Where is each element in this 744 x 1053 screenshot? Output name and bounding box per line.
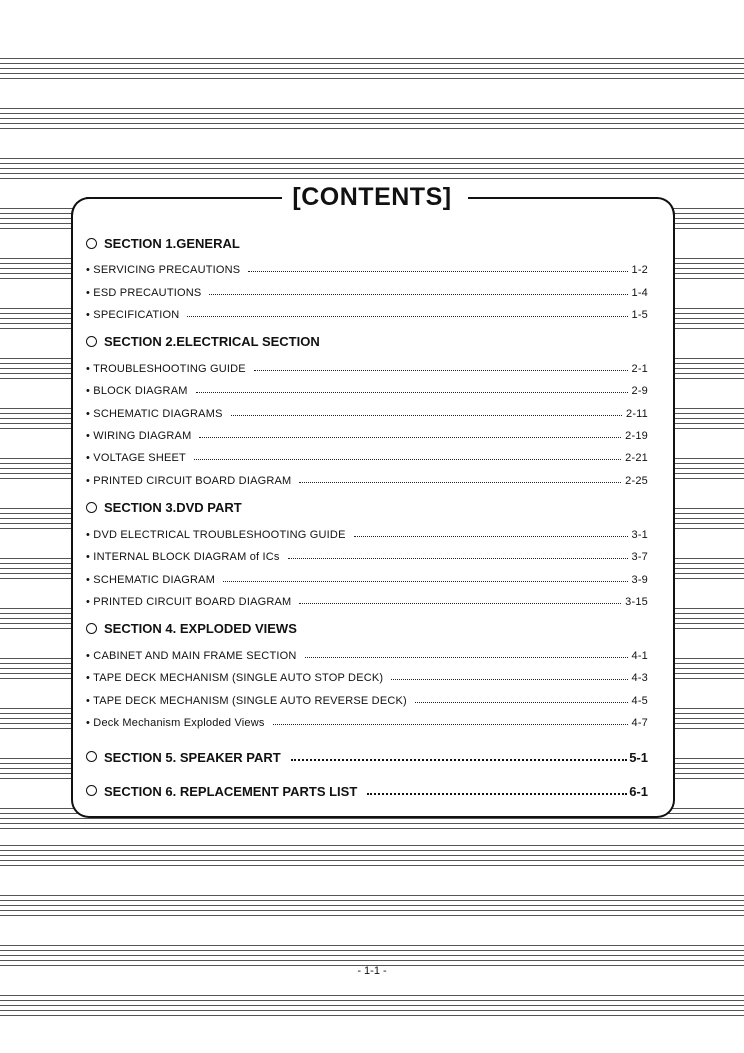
toc-section-5[interactable]: SECTION 5. SPEAKER PART 5-1 [86, 739, 648, 765]
toc [86, 232, 648, 799]
toc-section [86, 331, 648, 487]
toc-section [86, 497, 648, 608]
toc-section [86, 232, 648, 321]
toc-entry[interactable]: • WIRING DIAGRAM 2-19 [86, 430, 648, 443]
toc-section [86, 618, 648, 729]
toc-entry[interactable]: • VOLTAGE SHEET 2-21 [86, 452, 648, 465]
section-heading[interactable]: SECTION 2.ELECTRICAL SECTION [86, 331, 648, 353]
toc-entry[interactable]: • TAPE DECK MECHANISM (SINGLE AUTO STOP DECK) 4-3 [86, 672, 648, 685]
toc-entry[interactable]: • DVD ELECTRICAL TROUBLESHOOTING GUIDE 3-1 [86, 528, 648, 541]
section-heading[interactable]: SECTION 3.DVD PART [86, 497, 648, 519]
page-title: [CONTENTS] [282, 182, 461, 212]
toc-entry[interactable]: • INTERNAL BLOCK DIAGRAM of ICs 3-7 [86, 551, 648, 564]
circle-bullet-icon [86, 623, 97, 634]
toc-entry[interactable]: • ESD PRECAUTIONS 1-4 [86, 286, 648, 299]
circle-bullet-icon [86, 336, 97, 347]
section-heading[interactable]: SECTION 1.GENERAL [86, 232, 648, 254]
toc-entry[interactable]: • CABINET AND MAIN FRAME SECTION 4-1 [86, 650, 648, 663]
toc-entry[interactable]: • SCHEMATIC DIAGRAMS 2-11 [86, 407, 648, 420]
toc-entry[interactable]: • SCHEMATIC DIAGRAM 3-9 [86, 573, 648, 586]
toc-section-6[interactable]: SECTION 6. REPLACEMENT PARTS LIST 6-1 [86, 773, 648, 799]
page-title-wrap [0, 182, 744, 212]
circle-bullet-icon [86, 785, 97, 796]
toc-entry[interactable]: • TROUBLESHOOTING GUIDE 2-1 [86, 363, 648, 376]
circle-bullet-icon [86, 751, 97, 762]
circle-bullet-icon [86, 502, 97, 513]
page-number: - 1-1 - [357, 965, 387, 977]
toc-entry[interactable]: • SPECIFICATION 1-5 [86, 308, 648, 321]
toc-entry[interactable]: • SERVICING PRECAUTIONS 1-2 [86, 264, 648, 277]
toc-entry[interactable]: • Deck Mechanism Exploded Views 4-7 [86, 717, 648, 730]
circle-bullet-icon [86, 238, 97, 249]
toc-entry[interactable]: • BLOCK DIAGRAM 2-9 [86, 385, 648, 398]
toc-entry[interactable]: • TAPE DECK MECHANISM (SINGLE AUTO REVERSE DECK) 4-5 [86, 694, 648, 707]
toc-entry[interactable]: • PRINTED CIRCUIT BOARD DIAGRAM 3-15 [86, 595, 648, 608]
section-heading[interactable]: SECTION 4. EXPLODED VIEWS [86, 618, 648, 640]
toc-entry[interactable]: • PRINTED CIRCUIT BOARD DIAGRAM 2-25 [86, 474, 648, 487]
